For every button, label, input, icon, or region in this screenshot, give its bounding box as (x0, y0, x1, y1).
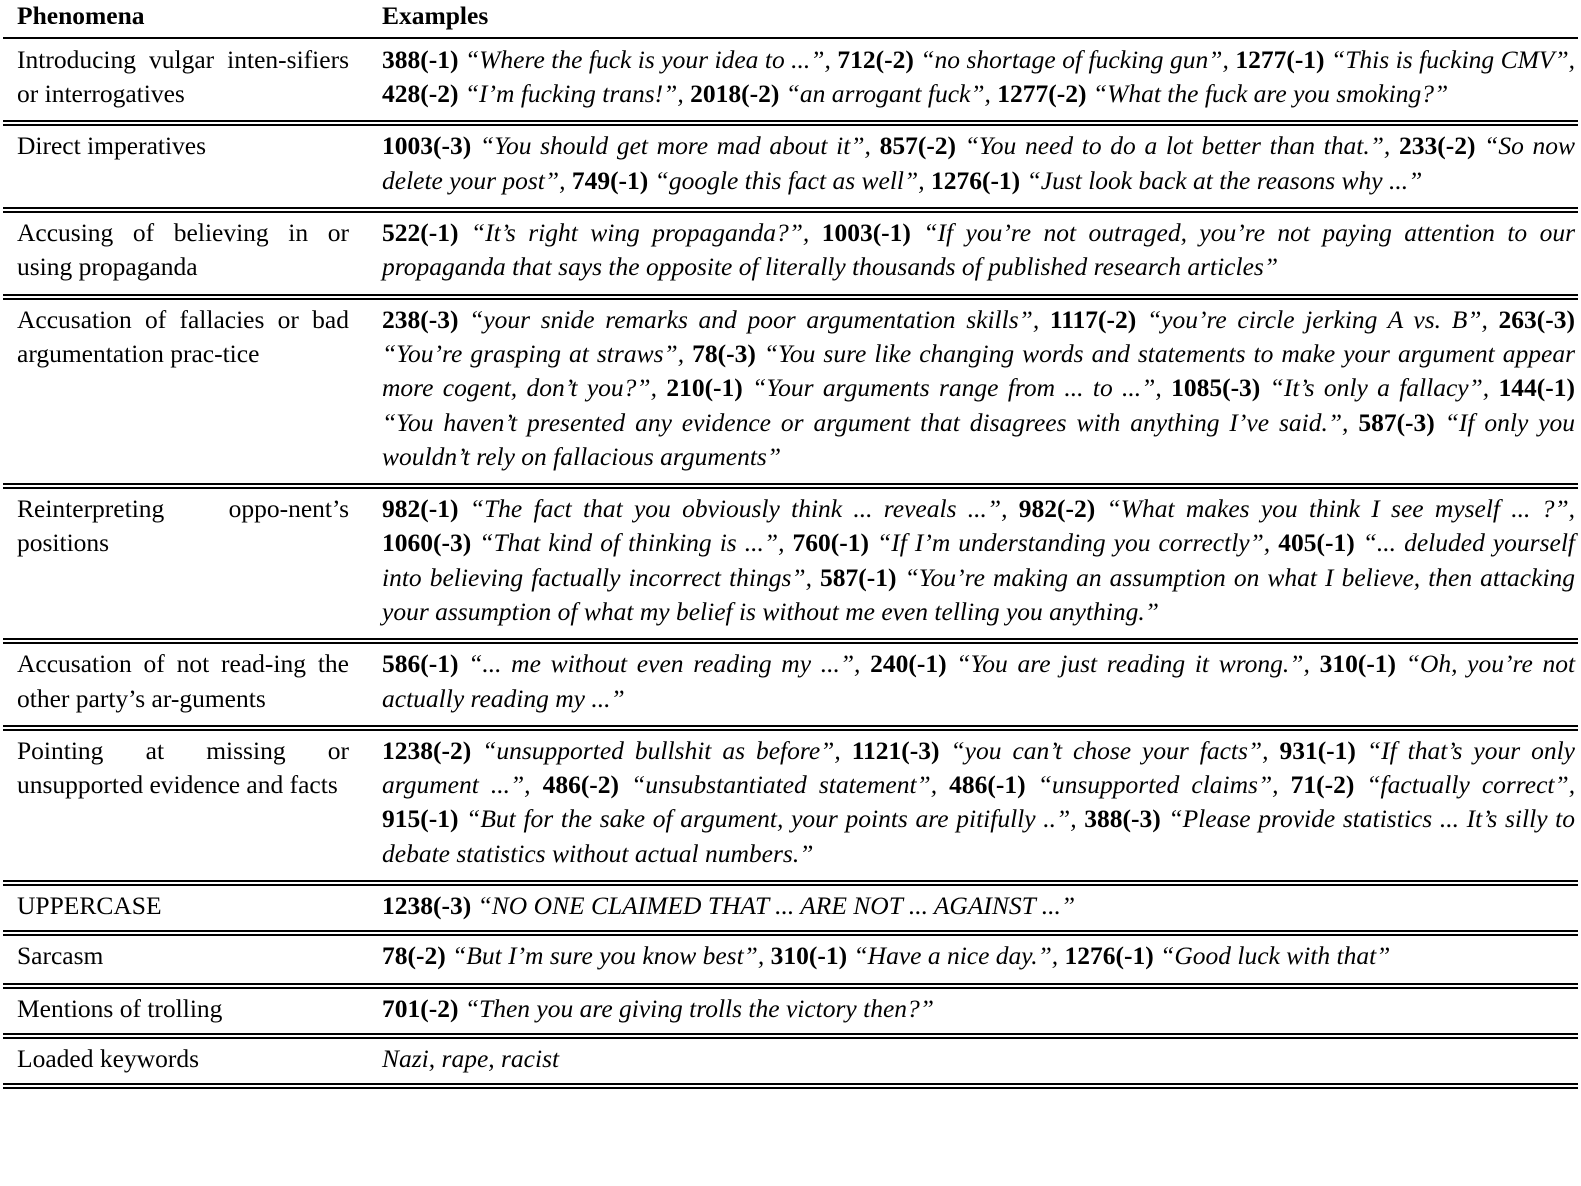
examples-text: 238(-3) “your snide remarks and poor argumentation skills”, 1117(-2) “you’re circle jerking A vs. B”, 263(-3) “You’re grasping at straws”, 78(-3) “You sure like changing words and statements to make your argument appear more cogent, don’t you?”, 210(-1) “Your arguments range from ... to ...”, 1085(-3) “It’s only a fallacy”, 144(-1) “You haven’t presented any evidence or argument that disagrees with anything I’ve said.”, 587(-3) “If only you wouldn’t rely on fallacious arguments” (382, 304, 1576, 471)
example-id: 1276(-1) (1064, 941, 1154, 971)
example-quote: “unsubstantiated statement” (631, 770, 931, 800)
row-separator-rule (3, 638, 1578, 644)
example-id: 1238(-3) (382, 891, 472, 921)
example-id: 310(-1) (1319, 649, 1397, 679)
example-id: 238(-3) (382, 304, 459, 334)
column-header-examples: Examples (382, 1, 489, 30)
example-id: 71(-2) (1290, 770, 1355, 800)
table-row (3, 989, 1578, 1033)
examples-text: 1003(-3) “You should get more mad about it”, 857(-2) “You need to do a lot better than that.”, 233(-2) “So now delete your post”, 749(-1) “google this fact as well”, 1276(-1) “Just look back at the reasons why ...” (382, 131, 1576, 195)
example-quote: “Just look back at the reasons why ...” (1026, 165, 1423, 195)
table-row (3, 489, 1578, 638)
example-quote: “What makes you think I see myself ... ?” (1106, 494, 1569, 524)
row-separator-rule (3, 880, 1578, 886)
cell-examples (371, 126, 1578, 207)
example-id: 760(-1) (792, 528, 869, 558)
example-quote: “You are just reading it wrong.” (956, 649, 1304, 679)
example-id: 1121(-3) (851, 735, 940, 765)
example-quote: “Then you are giving trolls the victory then?” (464, 993, 934, 1023)
example-quote: “Please provide statistics ... It’s silly to debate statistics without actual numbers.” (382, 804, 1576, 868)
examples-text (382, 1044, 559, 1073)
examples-text: 78(-2) “But I’m sure you know best”, 310(-1) “Have a nice day.”, 1276(-1) “Good luck with that” (382, 941, 1391, 971)
example-quote: “no shortage of fucking gun” (920, 44, 1223, 74)
cell-examples (371, 489, 1578, 638)
example-id: 1277(-2) (997, 79, 1087, 109)
example-id: 486(-2) (542, 770, 620, 800)
example-quote: “If you’re not outraged, you’re not paying attention to our propaganda that says the opposite of literally thousands of published research articles” (382, 218, 1576, 282)
example-id: 388(-3) (1084, 804, 1161, 834)
example-id: 2018(-2) (690, 79, 780, 109)
table-row (3, 126, 1578, 207)
example-quote: “You’re making an assumption on what I believe, then attacking your assumption of what my belief is without me even telling you anything.” (382, 562, 1576, 626)
example-quote: “You’re grasping at straws” (382, 338, 678, 368)
example-quote: “That kind of thinking is ...” (479, 528, 779, 558)
row-separator-rule (3, 930, 1578, 936)
example-quote: “What the fuck are you smoking?” (1092, 79, 1449, 109)
row-separator-rule (3, 207, 1578, 213)
table-body (3, 40, 1578, 1089)
example-id: 1003(-1) (821, 218, 911, 248)
example-id: 210(-1) (666, 373, 743, 403)
example-id: 857(-2) (879, 131, 957, 161)
example-quote: “Oh, you’re not actually reading my ...” (382, 649, 1576, 713)
example-quote: “NO ONE CLAIMED THAT ... ARE NOT ... AGAINST ...” (477, 891, 1076, 921)
example-id: 1060(-3) (382, 528, 472, 558)
examples-text: 1238(-2) “unsupported bullshit as before”, 1121(-3) “you can’t chose your facts”, 931(-1) “If that’s your only argument ...”, 486(-2) “unsubstantiated statement”, 486(-1) “unsupported claims”, 71(-2) “factually correct”, 915(-1) “But for the sake of argument, your points are pitifully ..”, 388(-3) “Please provide statistics ... It’s silly to debate statistics without actual numbers.” (382, 735, 1576, 868)
example-quote: “If I’m understanding you correctly” (877, 528, 1264, 558)
examples-text (382, 994, 934, 1023)
table-row (3, 213, 1578, 294)
row-separator-rule (3, 725, 1578, 731)
column-header-phenomena: Phenomena (17, 1, 145, 30)
row-separator-rule (3, 120, 1578, 126)
cell-examples (371, 644, 1578, 725)
cell-phenomena: Mentions of trolling (17, 993, 223, 1023)
example-id: 701(-2) (382, 993, 459, 1023)
example-quote: Nazi, rape, racist (382, 1043, 560, 1073)
example-id: 144(-1) (1498, 373, 1575, 403)
example-id: 486(-1) (949, 770, 1026, 800)
example-quote: “... deluded yourself into believing factually incorrect things” (382, 528, 1576, 592)
example-quote: “unsupported bullshit as before” (482, 735, 835, 765)
table-row (3, 731, 1578, 880)
row-separator-rule (3, 1083, 1578, 1089)
example-quote: “You should get more mad about it” (479, 131, 865, 161)
example-id: 1085(-3) (1171, 373, 1261, 403)
example-id: 931(-1) (1279, 735, 1356, 765)
table-header-row (3, 0, 1578, 37)
cell-examples (371, 213, 1578, 294)
example-id: 586(-1) (382, 649, 459, 679)
row-separator-rule (3, 1033, 1578, 1039)
cell-phenomena: Introducing vulgar inten-sifiers or interrogatives (17, 44, 349, 109)
cell-examples (371, 40, 1578, 121)
example-quote: “But for the sake of argument, your points are pitifully ..” (466, 804, 1071, 834)
table-row (3, 644, 1578, 725)
example-id: 1238(-2) (382, 735, 472, 765)
example-id: 587(-3) (1358, 407, 1435, 437)
example-quote: “If only you wouldn’t rely on fallacious arguments” (382, 407, 1576, 471)
example-quote: “But I’m sure you know best” (452, 941, 758, 971)
example-id: 522(-1) (382, 218, 459, 248)
example-quote: “The fact that you obviously think ... reveals ...” (469, 494, 1002, 524)
example-quote: “If that’s your only argument ...” (382, 735, 1575, 800)
example-id: 587(-1) (820, 562, 897, 592)
table-row (3, 1039, 1578, 1083)
example-quote: “google this fact as well” (654, 165, 919, 195)
example-id: 233(-2) (1398, 131, 1476, 161)
example-quote: “factually correct” (1366, 770, 1569, 800)
example-quote: “It’s only a fallacy” (1269, 373, 1483, 403)
example-quote: “Your arguments range from ... to ...” (752, 373, 1156, 403)
example-id: 263(-3) (1498, 304, 1575, 334)
cell-examples (371, 886, 1578, 930)
example-id: 310(-1) (770, 941, 848, 971)
examples-text: 982(-1) “The fact that you obviously think ... reveals ...”, 982(-2) “What makes you think I see myself ... ?”, 1060(-3) “That kind of thinking is ...”, 760(-1) “If I’m understanding you correctly”, 405(-1) “... deluded yourself into believing factually incorrect things”, 587(-1) “You’re making an assumption on what I believe, then attacking your assumption of what my belief is without me even telling you anything.” (382, 494, 1576, 626)
example-id: 982(-1) (382, 494, 459, 524)
row-separator-rule (3, 294, 1578, 300)
example-id: 78(-3) (692, 338, 756, 368)
example-quote: “unsupported claims” (1037, 770, 1273, 800)
cell-phenomena: Pointing at missing or unsupported evidence and facts (17, 735, 349, 800)
cell-examples (371, 989, 1578, 1033)
example-id: 1117(-2) (1049, 304, 1137, 334)
example-quote: “You need to do a lot better than that.” (964, 131, 1384, 161)
cell-phenomena: Loaded keywords (17, 1043, 199, 1073)
header-bottom-rule (3, 37, 1578, 40)
example-id: 712(-2) (837, 44, 914, 74)
example-id: 915(-1) (382, 804, 459, 834)
example-quote: “You haven’t presented any evidence or argument that disagrees with anything I’ve said.” (382, 407, 1343, 437)
example-quote: “you can’t chose your facts” (950, 735, 1263, 765)
example-id: 388(-1) (382, 44, 459, 74)
example-quote: “Good luck with that” (1160, 941, 1391, 971)
examples-text: 586(-1) “... me without even reading my ...”, 240(-1) “You are just reading it wrong.”, 310(-1) “Oh, you’re not actually reading my ...” (382, 649, 1576, 713)
example-quote: “an arrogant fuck” (785, 79, 985, 109)
example-id: 982(-2) (1018, 494, 1096, 524)
example-quote: “Where the fuck is your idea to ...” (464, 44, 825, 74)
cell-examples (371, 731, 1578, 880)
example-quote: “... me without even reading my ...” (468, 649, 855, 679)
examples-text: 522(-1) “It’s right wing propaganda?”, 1003(-1) “If you’re not outraged, you’re not paying attention to our propaganda that says the opposite of literally thousands of published research articles” (382, 218, 1576, 282)
examples-text: 388(-1) “Where the fuck is your idea to ...”, 712(-2) “no shortage of fucking gun”, 1277(-1) “This is fucking CMV”, 428(-2) “I’m fucking trans!”, 2018(-2) “an arrogant fuck”, 1277(-2) “What the fuck are you smoking?” (382, 44, 1576, 109)
table-row (3, 886, 1578, 930)
cell-examples (371, 300, 1578, 483)
example-id: 749(-1) (571, 165, 649, 195)
cell-phenomena: Accusation of fallacies or bad argumentation prac-tice (17, 304, 349, 368)
example-quote: “your snide remarks and poor argumentation skills” (469, 304, 1033, 334)
example-quote: “you’re circle jerking A vs. B” (1146, 304, 1482, 334)
example-id: 1003(-3) (382, 131, 472, 161)
cell-phenomena: Accusing of believing in or using propaganda (17, 218, 349, 282)
example-quote: “This is fucking CMV” (1331, 44, 1569, 74)
example-id: 1277(-1) (1235, 44, 1325, 74)
example-id: 405(-1) (1278, 528, 1355, 558)
example-id: 1276(-1) (930, 165, 1021, 195)
table-row (3, 936, 1578, 982)
phenomena-examples-table (3, 0, 1578, 1089)
cell-examples (371, 1039, 1578, 1083)
example-id: 78(-2) (382, 941, 446, 971)
example-id: 428(-2) (382, 79, 459, 109)
cell-examples (371, 936, 1578, 982)
cell-phenomena: Direct imperatives (17, 131, 207, 161)
example-quote: “So now delete your post” (382, 131, 1576, 195)
example-quote: “It’s right wing propaganda?” (470, 218, 803, 248)
row-separator-rule (3, 983, 1578, 989)
table-row (3, 40, 1578, 121)
cell-phenomena: UPPERCASE (17, 891, 162, 921)
row-separator-rule (3, 483, 1578, 489)
table-row (3, 300, 1578, 483)
cell-phenomena: Accusation of not read-ing the other party’s ar-guments (17, 649, 349, 713)
examples-text (382, 891, 1075, 920)
cell-phenomena: Reinterpreting oppo-nent’s positions (17, 494, 349, 558)
example-id: 240(-1) (870, 649, 947, 679)
cell-phenomena: Sarcasm (17, 941, 104, 971)
example-quote: “I’m fucking trans!” (464, 79, 678, 109)
example-quote: “You sure like changing words and statements to make your argument appear more cogent, don’t you?” (382, 338, 1576, 403)
example-quote: “Have a nice day.” (853, 941, 1052, 971)
